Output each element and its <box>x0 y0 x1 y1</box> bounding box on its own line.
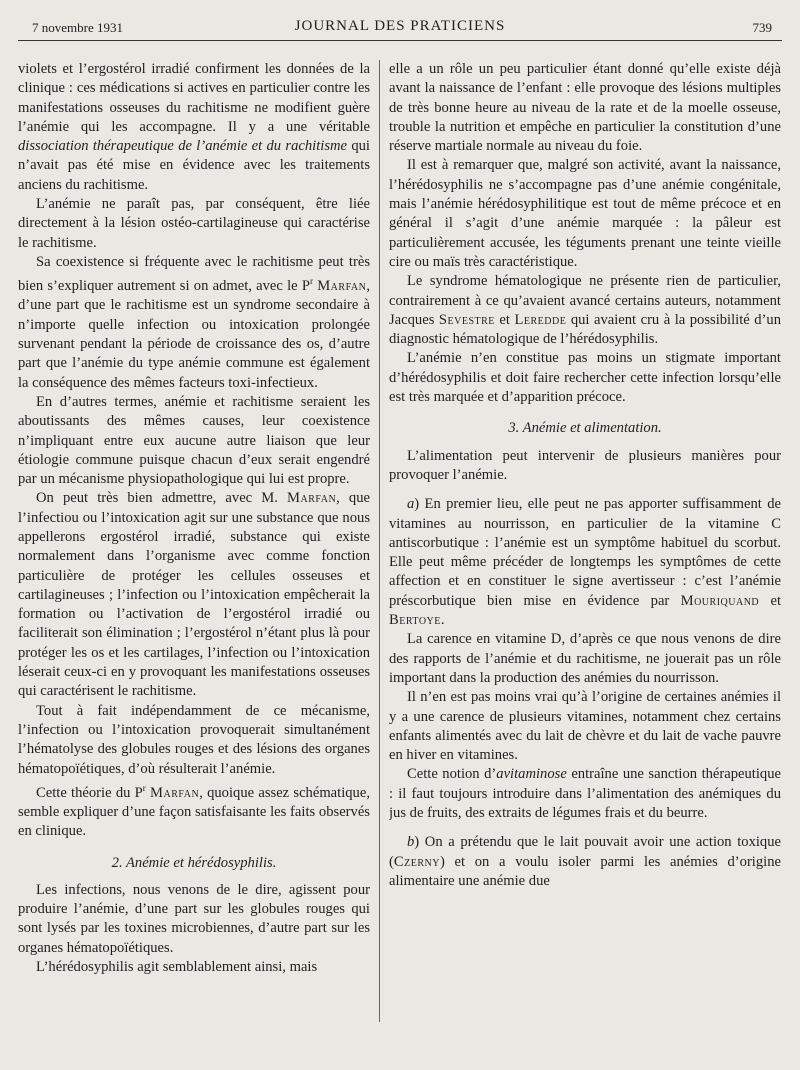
header-date: 7 novembre 1931 <box>32 20 123 35</box>
paragraph: L’hérédosyphilis agit semblablement ainsi, mais <box>36 959 318 976</box>
paragraph: Les infections, nous venons de le dire, agissent pour produire l’anémie, d’une part sur les globules rouges qui sont lysés par les toxines microbiennes, d’autre part sur les organes hématopoïétiques. <box>18 881 370 956</box>
paragraph: Il n’en est pas moins vrai qu’à l’origine de certaines anémies il y a une carence de plusieurs vitamines, notamment chez certains enfants alimentés avec du lait de chèvre et du lait de vache pauvre en hiver en vitamines. <box>389 689 781 764</box>
author-name: Marfan <box>317 278 367 295</box>
paragraph: L’anémie n’en constitue pas moins un stigmate important d’hérédosyphilis et doit faire rechercher cette infection lorsqu’elle est très marquée et d’apparition précoce. <box>389 350 781 406</box>
paragraph: Le syndrome hématologique ne présente rien de particulier, contrairement à ce qu’avaient avancé certains auteurs, notamment Jacques Sevestre et Leredde qui avaient cru à la possibilité d’un diagnostic hématologique de l’hérédosyphilis. <box>389 273 781 348</box>
paragraph: violets et l’ergostérol irradié confirment les données de la clinique : ces médications si actives en particulier contre les manifestations osseuses du rachitisme ne modifient guère l’anémie qui les accompagne. Il y a une véritable dissociation thérapeutique de l’anémie et du rachitisme qui n’avait pas été mise en évidence avec les traitements anciens du rachitisme. <box>18 61 370 193</box>
author-name: Czerny <box>393 853 440 870</box>
author-name: Marfan <box>287 490 337 507</box>
right-column <box>389 60 781 1040</box>
paragraph: Tout à fait indépendamment de ce mécanisme, l’infection ou l’intoxication provoquerait simultanément l’hématolyse des globules rouges et des lésions des organes hématopoïétiques, d’où résulterait l’anémie. <box>18 702 370 777</box>
paragraph: La carence en vitamine D, d’après ce que nous venons de dire des rapports de l’anémie et du rachitisme, ne jouerait pas un rôle important dans la production des anémies du nourrisson. <box>389 631 781 686</box>
paragraph: b) On a prétendu que le lait pouvait avoir une action toxique (Czerny) et on a voulu isoler parmi les anémies d’origine alimentaire une anémie due <box>389 834 781 889</box>
paragraph: Sa coexistence si fréquente avec le rachitisme peut très bien s’expliquer autrement si on admet, avec le $P^r$ Marfan, d’une part que le rachitisme est un syndrome secondaire à n’importe quelle infection ou intoxication prolongée survenant pendant la période de croissance des os, d’autre part que l’anémie du type anémie commune est également la conséquence des mêmes facteurs toxi-infectieux. <box>18 253 370 391</box>
page-number: 739 <box>752 20 772 35</box>
left-column <box>18 60 370 1040</box>
paragraph: Il est à remarquer que, malgré son activité, avant la naissance, l’hérédosyphilis ne s’accompagne pas d’une anémie congénitale, mais l’anémie hérédosyphilitique est tout de même précoce et en général il s’agit d’une anémie marquée : la pâleur est particulièrement accusée, les téguments prenant une teinte vieille cire ou maïs très caractéristique. <box>389 157 781 270</box>
section-heading: 2. Anémie et hérédosyphilis. <box>111 854 277 871</box>
author-name: Sevestre <box>438 311 495 328</box>
paragraph: On peut très bien admettre, avec M. Marfan, que l’infectiou ou l’intoxication agit sur une substance que nous appellerons ergostérol irradié, substance qui existe normalement dans l’organisme avec comme fonction particulière de protéger les cellules osseuses et cartilagineuses ; l’infection ou l’intoxication empêcherait la formation ou l’activation de l’ergostérol irradié ou faciliterait son élimination ; l’ergostérol n’étant plus là pour protéger les os et les cartilages, l’infection ou l’intoxication léserait ceux-ci en y provoquant les manifestations osseuses qui caractérisent le rachitisme. <box>18 490 370 700</box>
section-heading: 3. Anémie et alimentation. <box>508 420 662 437</box>
author-name: Mouriquand <box>680 592 760 609</box>
running-header <box>18 14 782 41</box>
paragraph: En d’autres termes, anémie et rachitisme seraient les aboutissants des mêmes causes, leur coexistence n’impliquant entre eux aucune autre liaison que leur étiologie commune puisque chacun d’eux serait engendré par un mécanisme physiopathologique qui lui est propre. <box>18 393 370 488</box>
paragraph: Cette notion d’avitaminose entraîne une sanction thérapeutique : il faut toujours introduire dans l’alimentation des anémiques du jus de fruits, des extraits de légumes frais et du beurre. <box>389 766 781 821</box>
paragraph: L’alimentation peut intervenir de plusieurs manières pour provoquer l’anémie. <box>389 447 781 483</box>
paragraph: elle a un rôle un peu particulier étant donné qu’elle existe déjà avant la naissance de l’enfant : elle provoque des lésions multiples de très bonne heure au niveau de la rate et de la moelle osseuse, trouble la nutrition et empêche en particulier la constitution d’une réserve martiale normale au niveau du foie. <box>389 61 781 155</box>
paragraph: Cette théorie du $P^r$ Marfan, quoique assez schématique, semble expliquer d’une façon satisfaisante les faits observés en clinique. <box>18 782 370 840</box>
journal-title: JOURNAL DES PRATICIENS <box>294 18 506 34</box>
author-name: Bertoye <box>389 612 441 629</box>
author-name: Marfan <box>150 784 200 801</box>
paragraph: a) En premier lieu, elle peut ne pas apporter suffisamment de vitamines au nourrisson, en particulier de la vitamine C antiscorbutique : l’anémie est un symptôme habituel du scorbut. Elle peut même précéder de longtemps les symptômes de cette affection et en constituer le signe avertisseur : c’est l’anémie préscorbutique bien mise en évidence par Mouriquand et Bertoye. <box>389 496 781 629</box>
author-name: Leredde <box>514 311 567 328</box>
column-divider <box>379 60 380 1022</box>
paragraph: L’anémie ne paraît pas, par conséquent, être liée directement à la lésion ostéo-cartilagineuse qui caractérise le rachitisme. <box>18 196 370 251</box>
